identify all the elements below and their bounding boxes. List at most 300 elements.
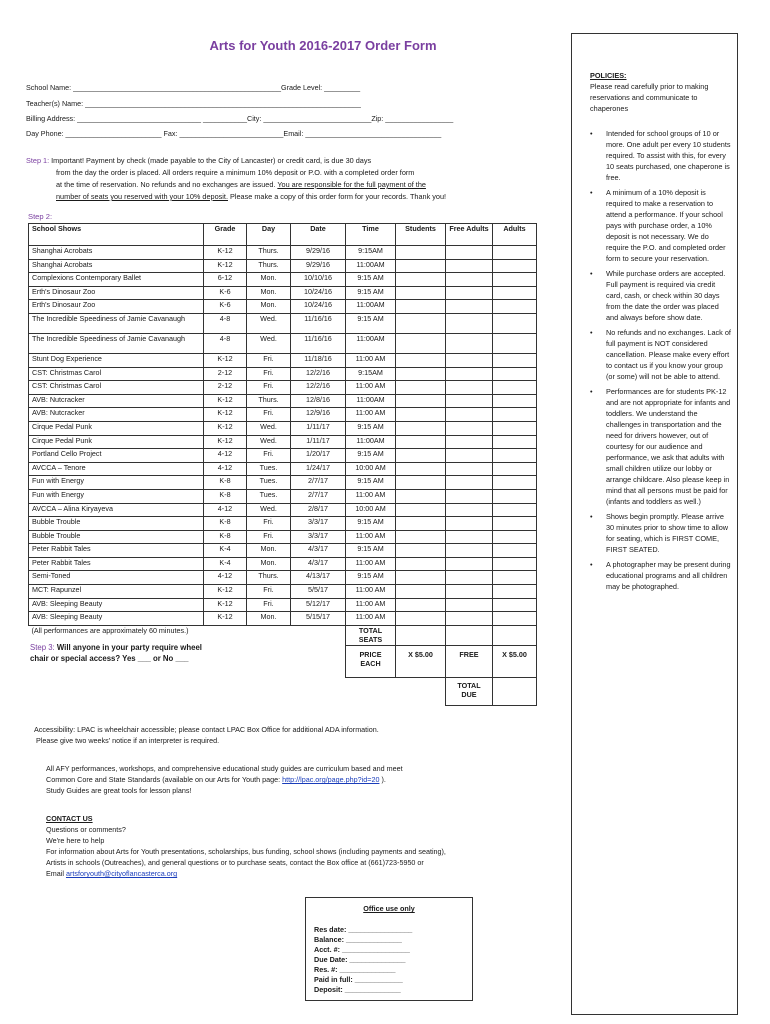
contact-line-3: For information about Arts for Youth presentations, scholarships, bus funding, school shows (including payments and seating), [46,847,446,856]
step3-question[interactable]: Will anyone in your party require wheel chair or special access? Yes ___ or No ___ [30,643,202,663]
adults-input-cell[interactable] [493,367,537,381]
students-input-cell[interactable] [396,585,446,599]
adults-input-cell[interactable] [493,598,537,612]
office-res-number: Res. #: ______________ [314,965,396,974]
time-cell: 9:15 AM [346,544,396,558]
table-row [29,300,537,314]
students-input-cell[interactable] [396,517,446,531]
time-cell: 11:00AM [346,300,396,314]
free-adults-input-cell[interactable] [446,557,493,571]
free-adults-input-cell[interactable] [446,333,493,353]
free-adults-input-cell[interactable] [446,571,493,585]
show-name-cell: Erth's Dinosaur Zoo [29,286,204,300]
adults-input-cell[interactable] [493,408,537,422]
free-adults-input-cell[interactable] [446,381,493,395]
table-row [29,476,537,490]
form-title: Arts for Youth 2016-2017 Order Form [209,38,437,53]
time-cell: 11:00 AM [346,408,396,422]
table-row [29,585,537,599]
policies-list [590,128,731,592]
day-cell: Fri. [247,367,291,381]
free-adults-input-cell[interactable] [446,394,493,408]
students-input-cell[interactable] [396,273,446,287]
time-cell: 11:00 AM [346,381,396,395]
date-cell: 12/2/16 [291,381,346,395]
time-cell: 9:15 AM [346,273,396,287]
contact-line-4: Artists in schools (Outreaches), and general questions or to purchase seats, contact the Box office at (661)723-5950 or [46,858,424,867]
show-name-cell: Cirque Pedal Punk [29,435,204,449]
time-cell: 9:15 AM [346,517,396,531]
col-header-adults: Adults [493,224,537,246]
day-cell: Thurs. [247,571,291,585]
grade-cell: K-12 [204,435,247,449]
shows-table-body [29,246,537,626]
col-header-time: Time [346,224,396,246]
contact-line-2: We're here to help [46,836,105,845]
show-name-cell: Portland Cello Project [29,449,204,463]
students-input-cell[interactable] [396,530,446,544]
show-name-cell: The Incredible Speediness of Jamie Cavanaugh [29,333,204,353]
grade-cell: K-6 [204,286,247,300]
day-cell: Mon. [247,300,291,314]
adults-input-cell[interactable] [493,571,537,585]
adults-input-cell[interactable] [493,259,537,273]
adults-input-cell[interactable] [493,489,537,503]
time-cell: 9:15 AM [346,421,396,435]
date-cell: 2/7/17 [291,489,346,503]
date-cell: 3/3/17 [291,517,346,531]
col-header-free-adults: Free Adults [446,224,493,246]
show-name-cell: CST: Christmas Carol [29,367,204,381]
total-due-spacer [29,677,446,705]
step1-text-4a: number of seats you reserved with your 10% deposit. [56,192,228,201]
grade-cell: 4-12 [204,462,247,476]
grade-cell: K-4 [204,557,247,571]
adults-input-cell[interactable] [493,612,537,626]
day-cell: Fri. [247,449,291,463]
students-input-cell[interactable] [396,421,446,435]
total-due-label: TOTAL DUE [446,677,493,705]
contact-email-link[interactable]: artsforyouth@cityoflancasterca.org [65,869,178,878]
students-input-cell[interactable] [396,503,446,517]
policy-item: • A photographer may be present during educational programs and all children may be photographed. [606,559,731,592]
date-cell: 11/18/16 [291,353,346,367]
adults-input-cell[interactable] [493,333,537,353]
date-cell: 10/10/16 [291,273,346,287]
date-cell: 2/8/17 [291,503,346,517]
free-adults-input-cell[interactable] [446,462,493,476]
free-adults-input-cell[interactable] [446,273,493,287]
step1-line-1 [26,155,556,167]
step1-line-4 [26,191,556,203]
step1-section [26,155,556,203]
adults-input-cell[interactable] [493,313,537,333]
day-cell: Thurs. [247,259,291,273]
grade-cell: K-12 [204,353,247,367]
policies-sidebar [571,33,738,1015]
adults-input-cell[interactable] [493,544,537,558]
step1-text-1: Important! Payment by check (made payable to the City of Lancaster) or credit card, is due 30 days [49,156,372,165]
day-cell: Mon. [247,612,291,626]
students-input-cell[interactable] [396,598,446,612]
adults-input-cell[interactable] [493,394,537,408]
time-cell: 9:15AM [346,367,396,381]
students-input-cell[interactable] [396,246,446,260]
teachers-name-field[interactable]: Teacher(s) Name: _____________________________________________________________________ [26,99,361,108]
contact-line-5 [46,868,576,879]
day-cell: Fri. [247,585,291,599]
office-paid-in-full: Paid in full: ____________ [314,975,403,984]
show-name-cell: Stunt Dog Experience [29,353,204,367]
free-adults-input-cell[interactable] [446,598,493,612]
school-name-field[interactable]: School Name: ____________________________________________________Grade Level: _________ [26,83,361,92]
time-cell: 11:00AM [346,435,396,449]
show-name-cell: CST: Christmas Carol [29,381,204,395]
table-row [29,367,537,381]
adults-input-cell[interactable] [493,517,537,531]
students-input-cell[interactable] [396,394,446,408]
free-adults-input-cell[interactable] [446,435,493,449]
day-cell: Fri. [247,598,291,612]
contact-heading: CONTACT US [46,814,93,823]
afy-page-link[interactable]: http://lpac.org/page.php?id=20 [282,775,380,784]
table-row [29,353,537,367]
show-name-cell: AVB: Sleeping Beauty [29,598,204,612]
free-adults-input-cell[interactable] [446,246,493,260]
table-row [29,421,537,435]
date-cell: 5/15/17 [291,612,346,626]
table-row [29,503,537,517]
students-input-cell[interactable] [396,476,446,490]
show-name-cell: Fun with Energy [29,476,204,490]
day-cell: Fri. [247,381,291,395]
day-cell: Mon. [247,273,291,287]
students-input-cell[interactable] [396,462,446,476]
students-input-cell[interactable] [396,571,446,585]
grade-cell: 2-12 [204,367,247,381]
afy-note [46,763,546,796]
adults-input-cell[interactable] [493,381,537,395]
students-input-cell[interactable] [396,489,446,503]
show-name-cell: Bubble Trouble [29,517,204,531]
time-cell: 11:00 AM [346,612,396,626]
office-use-box [305,897,473,1001]
day-cell: Fri. [247,530,291,544]
time-cell: 11:00AM [346,259,396,273]
adults-input-cell[interactable] [493,449,537,463]
show-name-cell: AVB: Sleeping Beauty [29,612,204,626]
duration-footnote: (All performances are approximately 60 minutes.) [31,625,189,635]
show-name-cell: MCT: Rapunzel [29,585,204,599]
day-cell: Wed. [247,421,291,435]
afy-line-2 [46,774,546,785]
show-name-cell: Shanghai Acrobats [29,246,204,260]
grade-cell: K-4 [204,544,247,558]
time-cell: 11:00 AM [346,557,396,571]
date-cell: 10/24/16 [291,300,346,314]
adults-input-cell[interactable] [493,246,537,260]
policies-intro: Please read carefully prior to making reservations and communicate to chaperones [590,82,709,113]
table-row [29,381,537,395]
col-header-shows: School Shows [29,224,204,246]
office-deposit: Deposit: ______________ [314,985,401,994]
table-row [29,313,537,333]
grade-cell: 4-12 [204,503,247,517]
free-adults-input-cell[interactable] [446,585,493,599]
time-cell: 9:15 AM [346,571,396,585]
policy-item: • Shows begin promptly. Please arrive 30 minutes prior to show time to allow for seating, which is FIRST COME, FIRST SEATED. [606,511,731,555]
afy-line-3: Study Guides are great tools for lesson plans! [46,786,192,795]
free-adults-input-cell[interactable] [446,421,493,435]
date-cell: 1/11/17 [291,435,346,449]
date-cell: 12/8/16 [291,394,346,408]
total-seats-label: TOTAL SEATS [346,625,396,645]
table-row [29,246,537,260]
accessibility-line-1: Accessibility: LPAC is wheelchair accessible; please contact LPAC Box Office for additional ADA information. [34,725,379,734]
students-input-cell[interactable] [396,408,446,422]
table-row [29,489,537,503]
price-students: X $5.00 [396,645,446,677]
free-adults-input-cell[interactable] [446,367,493,381]
students-input-cell[interactable] [396,449,446,463]
students-input-cell[interactable] [396,286,446,300]
total-free-adults-cell[interactable] [446,625,493,645]
afy-line-1: All AFY performances, workshops, and comprehensive educational study guides are curriculum based and meet [46,764,403,773]
free-adults-input-cell[interactable] [446,300,493,314]
time-cell: 9:15 AM [346,449,396,463]
time-cell: 10:00 AM [346,462,396,476]
grade-cell: K-12 [204,612,247,626]
day-cell: Thurs. [247,394,291,408]
adults-input-cell[interactable] [493,476,537,490]
grade-cell: K-12 [204,598,247,612]
office-use-heading: Office use only [363,904,415,913]
col-header-grade: Grade [204,224,247,246]
day-cell: Thurs. [247,246,291,260]
date-cell: 1/20/17 [291,449,346,463]
day-cell: Fri. [247,517,291,531]
adults-input-cell[interactable] [493,286,537,300]
adults-input-cell[interactable] [493,503,537,517]
day-cell: Tues. [247,476,291,490]
contact-line-1: Questions or comments? [46,825,126,834]
day-cell: Tues. [247,462,291,476]
contact-section [46,813,576,879]
total-adults-cell[interactable] [493,625,537,645]
table-row [29,571,537,585]
office-balance: Balance: ______________ [314,935,402,944]
grade-cell: K-12 [204,408,247,422]
table-row [29,408,537,422]
students-input-cell[interactable] [396,544,446,558]
date-cell: 5/5/17 [291,585,346,599]
date-cell: 12/9/16 [291,408,346,422]
show-name-cell: Fun with Energy [29,489,204,503]
adults-input-cell[interactable] [493,530,537,544]
step1-line-3 [26,179,556,191]
policy-item: • While purchase orders are accepted. Full payment is required via credit card, cash, or check within 30 days from the date the order was placed and always before show date. [606,268,731,323]
time-cell: 11:00AM [346,333,396,353]
policies-heading: POLICIES: [590,71,627,80]
grade-cell: 4-12 [204,571,247,585]
grade-cell: 4-8 [204,313,247,333]
grade-cell: 6-12 [204,273,247,287]
show-name-cell: AVB: Nutcracker [29,394,204,408]
col-header-date: Date [291,224,346,246]
table-row [29,273,537,287]
step1-line-2: from the day the order is placed. All orders require a minimum 10% deposit or P.O. with a completed order form [56,168,415,177]
contact-email-label: Email [46,869,66,878]
show-name-cell: Shanghai Acrobats [29,259,204,273]
accessibility-line-2: Please give two weeks' notice if an interpreter is required. [36,736,220,745]
show-name-cell: Cirque Pedal Punk [29,421,204,435]
adults-input-cell[interactable] [493,462,537,476]
students-input-cell[interactable] [396,381,446,395]
grade-cell: K-8 [204,476,247,490]
grade-cell: K-12 [204,421,247,435]
price-free-adults: FREE [446,645,493,677]
time-cell: 11:00 AM [346,598,396,612]
total-students-cell[interactable] [396,625,446,645]
table-row [29,394,537,408]
students-input-cell[interactable] [396,313,446,333]
students-input-cell[interactable] [396,353,446,367]
free-adults-input-cell[interactable] [446,503,493,517]
free-adults-input-cell[interactable] [446,286,493,300]
office-res-date: Res date: ________________ [314,925,413,934]
adults-input-cell[interactable] [493,585,537,599]
adults-input-cell[interactable] [493,557,537,571]
policy-item: • A minimum of a 10% deposit is required to make a reservation to attend a performance. If your school pays with purchase order, a 10% deposit is not necessary. We do require the P.O. and completed order form to secure your reservation. [606,187,731,264]
afy-line-2a: Common Core and State Standards (available on our Arts for Youth page: [46,775,283,784]
grade-cell: 4-12 [204,449,247,463]
date-cell: 11/16/16 [291,333,346,353]
free-adults-input-cell[interactable] [446,544,493,558]
policy-item: • No refunds and no exchanges. Lack of full payment is NOT considered cancellation. Please make every effort to contact us if you know your group (or some) will not be able to attend. [606,327,731,382]
table-row [29,530,537,544]
time-cell: 9:15 AM [346,476,396,490]
free-adults-input-cell[interactable] [446,517,493,531]
adults-input-cell[interactable] [493,435,537,449]
time-cell: 11:00AM [346,394,396,408]
col-header-students: Students [396,224,446,246]
adults-input-cell[interactable] [493,353,537,367]
shows-table [28,223,537,706]
grade-cell: K-12 [204,259,247,273]
grade-cell: K-12 [204,394,247,408]
students-input-cell[interactable] [396,435,446,449]
adults-input-cell[interactable] [493,300,537,314]
grade-cell: K-8 [204,530,247,544]
day-phone-field[interactable]: Day Phone: ________________________ Fax: __________________________Email: __________________________________ [26,129,442,138]
col-header-day: Day [247,224,291,246]
accessibility-note [34,724,534,746]
date-cell: 10/24/16 [291,286,346,300]
free-adults-input-cell[interactable] [446,476,493,490]
table-row [29,449,537,463]
day-cell: Wed. [247,333,291,353]
date-cell: 3/3/17 [291,530,346,544]
date-cell: 4/3/17 [291,557,346,571]
date-cell: 12/2/16 [291,367,346,381]
show-name-cell: AVB: Nutcracker [29,408,204,422]
free-adults-input-cell[interactable] [446,313,493,333]
office-acct: Acct. #: _________________ [314,945,410,954]
students-input-cell[interactable] [396,557,446,571]
students-input-cell[interactable] [396,300,446,314]
grade-cell: K-6 [204,300,247,314]
day-cell: Fri. [247,353,291,367]
total-due-row [29,677,537,705]
total-due-cell[interactable] [493,677,537,705]
day-cell: Tues. [247,489,291,503]
adults-input-cell[interactable] [493,273,537,287]
time-cell: 11:00 AM [346,489,396,503]
day-cell: Mon. [247,557,291,571]
table-row [29,462,537,476]
students-input-cell[interactable] [396,612,446,626]
table-row [29,612,537,626]
day-cell: Wed. [247,313,291,333]
adults-input-cell[interactable] [493,421,537,435]
time-cell: 9:15 AM [346,286,396,300]
grade-cell: K-12 [204,585,247,599]
show-name-cell: AVCCA – Tenore [29,462,204,476]
free-adults-input-cell[interactable] [446,408,493,422]
table-row [29,259,537,273]
day-cell: Wed. [247,503,291,517]
policy-item: • Performances are for students PK-12 and are not appropriate for infants and toddlers. We understand the challenges in transportation and the need for drivers however, out of courtesy for our audience and performance, we ask that adults with small children utilize our lobby or arrange childcare. Also please keep in mind that all persons must be paid for (infants and toddlers as well.) [606,386,731,507]
grade-cell: K-12 [204,246,247,260]
table-row [29,333,537,353]
free-adults-input-cell[interactable] [446,449,493,463]
date-cell: 9/29/16 [291,246,346,260]
students-input-cell[interactable] [396,333,446,353]
time-cell: 10:00 AM [346,503,396,517]
students-input-cell[interactable] [396,367,446,381]
office-due-date: Due Date: ______________ [314,955,406,964]
time-cell: 11:00 AM [346,530,396,544]
free-adults-input-cell[interactable] [446,353,493,367]
free-adults-input-cell[interactable] [446,489,493,503]
time-cell: 9:15AM [346,246,396,260]
day-cell: Wed. [247,435,291,449]
table-header-row [29,224,537,246]
table-row [29,598,537,612]
students-input-cell[interactable] [396,259,446,273]
day-cell: Mon. [247,286,291,300]
step3-label: Step 3: [30,643,55,652]
table-row [29,517,537,531]
billing-address-field[interactable]: Billing Address: _______________________________ ___________City: ___________________________Zip: _________________ [26,114,454,123]
step1-text-3b: You are responsible for the full payment of the [277,180,426,189]
day-cell: Fri. [247,408,291,422]
free-adults-input-cell[interactable] [446,612,493,626]
grade-cell: 2-12 [204,381,247,395]
show-name-cell: AVCCA – Alina Kiryayeva [29,503,204,517]
time-cell: 11:00 AM [346,585,396,599]
free-adults-input-cell[interactable] [446,530,493,544]
free-adults-input-cell[interactable] [446,259,493,273]
table-row [29,544,537,558]
grade-cell: 4-8 [204,333,247,353]
time-cell: 11:00 AM [346,353,396,367]
show-name-cell: Complexions Contemporary Ballet [29,273,204,287]
date-cell: 2/7/17 [291,476,346,490]
date-cell: 1/11/17 [291,421,346,435]
date-cell: 4/13/17 [291,571,346,585]
show-name-cell: Peter Rabbit Tales [29,544,204,558]
